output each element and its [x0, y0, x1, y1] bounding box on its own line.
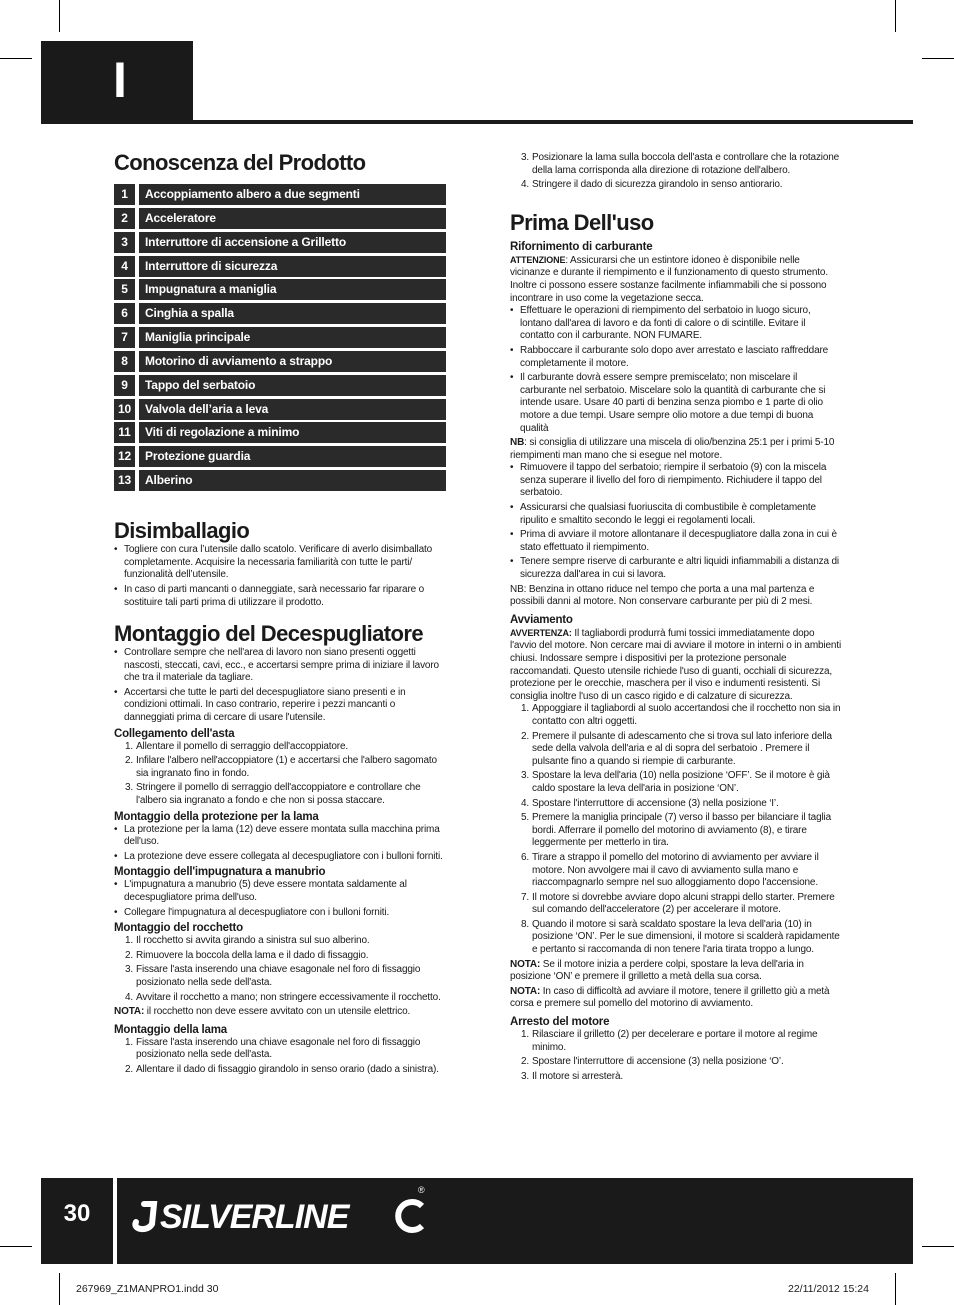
list-item: • Accertarsi che tutte le parti del decespugliatore siano presenti e in condizioni ottimali. In caso contrario, reperire i pezzi mancanti o danneggiati prima di cercare di usare l'utensile. [114, 687, 446, 725]
part-row [114, 422, 446, 443]
sprocket-steps [114, 935, 446, 1004]
fuel-heading: Rifornimento di carburante [510, 240, 653, 253]
list-item: 1. Rilasciare il grilletto (2) per decelerare e portare il motore al regime minimo. [521, 1029, 818, 1053]
header-rule [193, 120, 913, 124]
part-row [114, 327, 446, 348]
brand-logo [130, 1192, 430, 1238]
part-number: 6 [114, 303, 135, 324]
language-tab [41, 41, 193, 124]
list-item: 1. Allentare il pomello di serraggio dell'accoppiatore. [125, 740, 349, 752]
before-use-title: Prima Dell'uso [510, 209, 654, 235]
part-number: 10 [114, 399, 135, 420]
list-item: 4. Avvitare il rocchetto a mano; non stringere eccessivamente il rocchetto. [125, 991, 441, 1003]
list-item: 3. Fissare l'asta inserendo una chiave esagonale nel foro di fissaggio posizionato nella sede dell'asta. [125, 964, 421, 988]
part-number: 8 [114, 351, 135, 372]
part-number: 2 [114, 208, 135, 229]
list-item: 7. Il motore si dovrebbe avviare dopo alcuni strappi dello starter. Premere sul comando dell'acceleratore (2) per accelerare il motore. [521, 891, 835, 916]
part-number: 4 [114, 256, 135, 277]
list-item: 2. Premere il pulsante di adescamento che si trova sul lato inferiore della sede della valvola dell'aria e al di sopra del serbatoio . Premere il pulsante fino a quando si riempie di carburante. [521, 730, 832, 767]
list-item: 1. Il rocchetto si avvita girando a sinistra sul suo alberino. [125, 935, 370, 947]
part-row [114, 256, 446, 277]
list-item: 2. Allentare il dado di fissaggio girandolo in senso orario (dado a sinistra). [125, 1063, 439, 1075]
part-label: Protezione guardia [139, 446, 446, 467]
list-item: 2. Infilare l'albero nell'accoppiatore (1) e accertarsi che l'albero sagomato sia ingranato fino in fondo. [125, 755, 437, 779]
fuel-list-1 [510, 305, 842, 435]
list-item: 4. Spostare l'interruttore di accensione (3) nella posizione ‘I’. [521, 797, 779, 809]
fuel-nb2: NB: Benzina in ottano riduce nel tempo che porta a una mal partenza e possibili danni al motore. Non conservare carburante per più di 2 mesi. [510, 583, 815, 608]
blade-steps-continued [510, 152, 842, 192]
list-item: • La protezione deve essere collegata al decespugliatore con i bulloni forniti. [114, 851, 446, 864]
footer-divider [113, 1178, 117, 1264]
fuel-nb: NB: si consiglia di utilizzare una miscela di olio/benzina 25:1 per i primi 5-10 riempimenti man mano che si esegue nel motore. [510, 437, 835, 461]
list-item: • Togliere con cura l’utensile dallo scatolo. Verificare di averlo disimballato completamente. Acquisire la necessaria familiarità con tutte le parti/ funzionalità dell’utensile. [114, 544, 446, 582]
part-label: Impugnatura a maniglia [139, 279, 446, 300]
list-item: 2. Rimuovere la boccola della lama e il dado di fissaggio. [125, 949, 369, 961]
part-row [114, 446, 446, 467]
parts-list [114, 184, 446, 491]
slug-file: 267969_Z1MANPRO1.indd 30 [76, 1283, 219, 1295]
list-item: • Collegare l'impugnatura al decespugliatore con i bulloni forniti. [114, 907, 446, 920]
start-warning: AVVERTENZA: Il tagliabordi produrrà fumi tossici immediatamente dopo l'avvio del motore. Non cercare mai di avviare il motore in interni o in ambienti chiusi. Indossare sempre i dispositivi per la protezione personale raccomandati. Questo utensile richiede l'uso di guanti, occhiali di sicurezza, protezione per le orecchie, maschera per il viso e indumenti resistenti. Si consiglia inoltre l'uso di un casco rigido e di calzature di sicurezza. [510, 627, 842, 702]
list-item: • Effettuare le operazioni di riempimento del serbatoio in luogo sicuro, lontano dall'area di lavoro e da fonti di calore o di scintille. Evitare il contatto con il carburante. NON FUMARE. [510, 305, 842, 343]
assembly-title: Montaggio del Decespugliatore [114, 621, 423, 647]
list-item: 3. Posizionare la lama sulla boccola dell'asta e controllare che la rotazione della lama corrisponda alla direzione di rotazione dell'albero. [521, 152, 840, 176]
part-label: Accoppiamento albero a due segmenti [139, 184, 446, 205]
sprocket-note: NOTA: il rocchetto non deve essere avvitato con un utensile elettrico. [114, 1006, 411, 1018]
part-label: Maniglia principale [139, 327, 446, 348]
crop-mark [922, 1246, 954, 1247]
crop-mark [59, 0, 60, 32]
part-label: Tappo del serbatoio [139, 375, 446, 396]
part-row [114, 184, 446, 205]
shaft-heading: Collegamento dell'asta [114, 727, 235, 740]
part-number: 13 [114, 470, 135, 491]
crop-mark [0, 58, 32, 59]
shaft-steps [114, 741, 446, 808]
list-item: • Rimuovere il tappo del serbatoio; riempire il serbatoio (9) con la miscela senza superare il livello del foro di riempimento. Richiudere il tappo del serbatoio. [510, 462, 842, 500]
start-heading: Avviamento [510, 613, 573, 626]
list-item: • In caso di parti mancanti o danneggiate, sarà necessario far riparare o sostituire tali parti prima di utilizzare il prodotto. [114, 584, 446, 609]
unpacking-title: Disimballagio [114, 518, 250, 544]
crop-mark [922, 58, 954, 59]
part-row [114, 208, 446, 229]
part-number: 5 [114, 279, 135, 300]
sprocket-heading: Montaggio del rocchetto [114, 922, 243, 935]
list-item: 6. Tirare a strappo il pomello del motorino di avviamento per avviare il motore. Non avvolgere mai il cavo di avviamento sulla mano e riaccompagnarlo sempre nel suo alloggiamento dopo l'accensione. [521, 851, 819, 889]
list-item: • Il carburante dovrà essere sempre premiscelato; non miscelare il carburante nel serbatoio. Miscelare solo la quantità di carburante che si intende usare. Usare 40 parti di benzina senza piombo e 1 parte di olio motore a due tempi. Usare sempre olio motore a due tempi di buona qualità [510, 372, 842, 435]
start-note-2: NOTA: In caso di difficoltà ad avviare il motore, tenere il grilletto giù a metà corsa e premere sul pomello del motorino di avviamento. [510, 985, 830, 1010]
part-label: Valvola dell’aria a leva [139, 399, 446, 420]
crop-mark [0, 1246, 32, 1247]
list-item: 3. Stringere il pomello di serraggio dell'accoppiatore e controllare che l'albero sia ingranato a fondo e che non si possa staccare. [125, 782, 421, 807]
list-item: • Prima di avviare il motore allontanare il decespugliatore dalla zona in cui è stato effettuato il riempimento. [510, 529, 842, 554]
list-item: 1. Fissare l'asta inserendo una chiave esagonale nel foro di fissaggio posizionato nella sede dell'asta. [125, 1036, 421, 1061]
crop-mark [59, 1273, 60, 1305]
blade-steps [114, 1037, 446, 1077]
part-label: Interruttore di accensione a Grilletto [139, 232, 446, 253]
stop-heading: Arresto del motore [510, 1016, 610, 1029]
brand-text: SILVERLINE [160, 1198, 349, 1236]
list-item: 2. Spostare l'interruttore di accensione (3) nella posizione ‘O’. [521, 1056, 784, 1068]
part-number: 1 [114, 184, 135, 205]
registered-mark: ® [418, 1185, 425, 1195]
part-row [114, 375, 446, 396]
list-item: 1. Appoggiare il tagliabordi al suolo accertandosi che il rocchetto non sia in contatto con altri oggetti. [521, 703, 841, 727]
part-row [114, 232, 446, 253]
guard-list [114, 824, 446, 864]
start-steps [510, 703, 842, 956]
list-item: • L'impugnatura a manubrio (5) deve essere montata saldamente al decespugliatore prima dell'uso. [114, 879, 446, 904]
part-row [114, 351, 446, 372]
right-column [510, 152, 842, 1085]
list-item: • Assicurarsi che qualsiasi fuoriuscita di combustibile è completamente ripulito e smaltito secondo le leggi ei regolamenti locali. [510, 502, 842, 527]
part-label: Cinghia a spalla [139, 303, 446, 324]
part-number: 7 [114, 327, 135, 348]
silverline-logo-icon [130, 1192, 430, 1238]
part-number: 3 [114, 232, 135, 253]
part-number: 9 [114, 375, 135, 396]
unpacking-list [114, 544, 446, 609]
product-title: Conoscenza del Prodotto [114, 150, 366, 175]
part-label: Viti di regolazione a minimo [139, 422, 446, 443]
crop-mark [895, 0, 896, 32]
fuel-warning: ATTENZIONE: Assicurarsi che un estintore idoneo è disponibile nelle vicinanze e durante il riempimento e il funzionamento di questo strumento. Inoltre ci possono essere sostanze facilmente infiammabili che si possono incontrare in uso come la vegetazione secca. [510, 254, 828, 304]
list-item: 8. Quando il motore si sarà scaldato spostare la leva dell'aria (10) in posizione ‘ON’. Per le sue dimensioni, il motore si scalderà rapidamente e pertanto si raccomanda di non tenere l'aria tirata troppo a lungo. [521, 918, 840, 956]
part-row [114, 470, 446, 491]
start-note-1: NOTA: Se il motore inizia a perdere colpi, spostare la leva dell'aria in posizione ‘ON’ e premere il grilletto a metà della sua corsa. [510, 958, 804, 983]
handle-heading: Montaggio dell'impugnatura a manubrio [114, 866, 326, 879]
part-label: Acceleratore [139, 208, 446, 229]
part-number: 11 [114, 422, 135, 443]
language-code: I [113, 52, 127, 108]
part-label: Motorino di avviamento a strappo [139, 351, 446, 372]
part-row [114, 279, 446, 300]
list-item: • Tenere sempre riserve di carburante e altri liquidi infiammabili a distanza di sicurezza dall'area in cui si lavora. [510, 556, 842, 581]
stop-steps [510, 1029, 842, 1083]
list-item: • Controllare sempre che nell'area di lavoro non siano presenti oggetti nascosti, steccati, cavi, ecc., e accertarsi sempre prima di iniziare il lavoro che tra il materiale da tagliare. [114, 647, 446, 685]
list-item: 4. Stringere il dado di sicurezza girandolo in senso antiorario. [521, 179, 783, 191]
blade-heading: Montaggio della lama [114, 1023, 227, 1036]
fuel-list-2 [510, 462, 842, 581]
part-row [114, 399, 446, 420]
slug-date: 22/11/2012 15:24 [788, 1283, 869, 1295]
part-row [114, 303, 446, 324]
list-item: • La protezione per la lama (12) deve essere montata sulla macchina prima dell'uso. [114, 824, 446, 849]
handle-list [114, 879, 446, 919]
crop-mark [895, 1273, 896, 1305]
guard-heading: Montaggio della protezione per la lama [114, 810, 319, 823]
list-item: 5. Premere la maniglia principale (7) verso il basso per bilanciare il taglia bordi. Afferrare il pomello del motorino di avviamento (8), e tirare leggermente per metterlo in tira. [521, 812, 832, 849]
left-column [114, 150, 446, 1079]
list-item: 3. Spostare la leva dell'aria (10) nella posizione ‘OFF’. Se il motore è già caldo spostare la leva dell'aria in posizione ‘ON’. [521, 770, 830, 794]
part-label: Interruttore di sicurezza [139, 256, 446, 277]
page-number: 30 [63, 1200, 91, 1227]
part-label: Alberino [139, 470, 446, 491]
part-number: 12 [114, 446, 135, 467]
list-item: • Rabboccare il carburante solo dopo aver arrestato e lasciato raffreddare completamente il motore. [510, 345, 842, 370]
assembly-list [114, 647, 446, 725]
list-item: 3. Il motore si arresterà. [521, 1070, 624, 1082]
